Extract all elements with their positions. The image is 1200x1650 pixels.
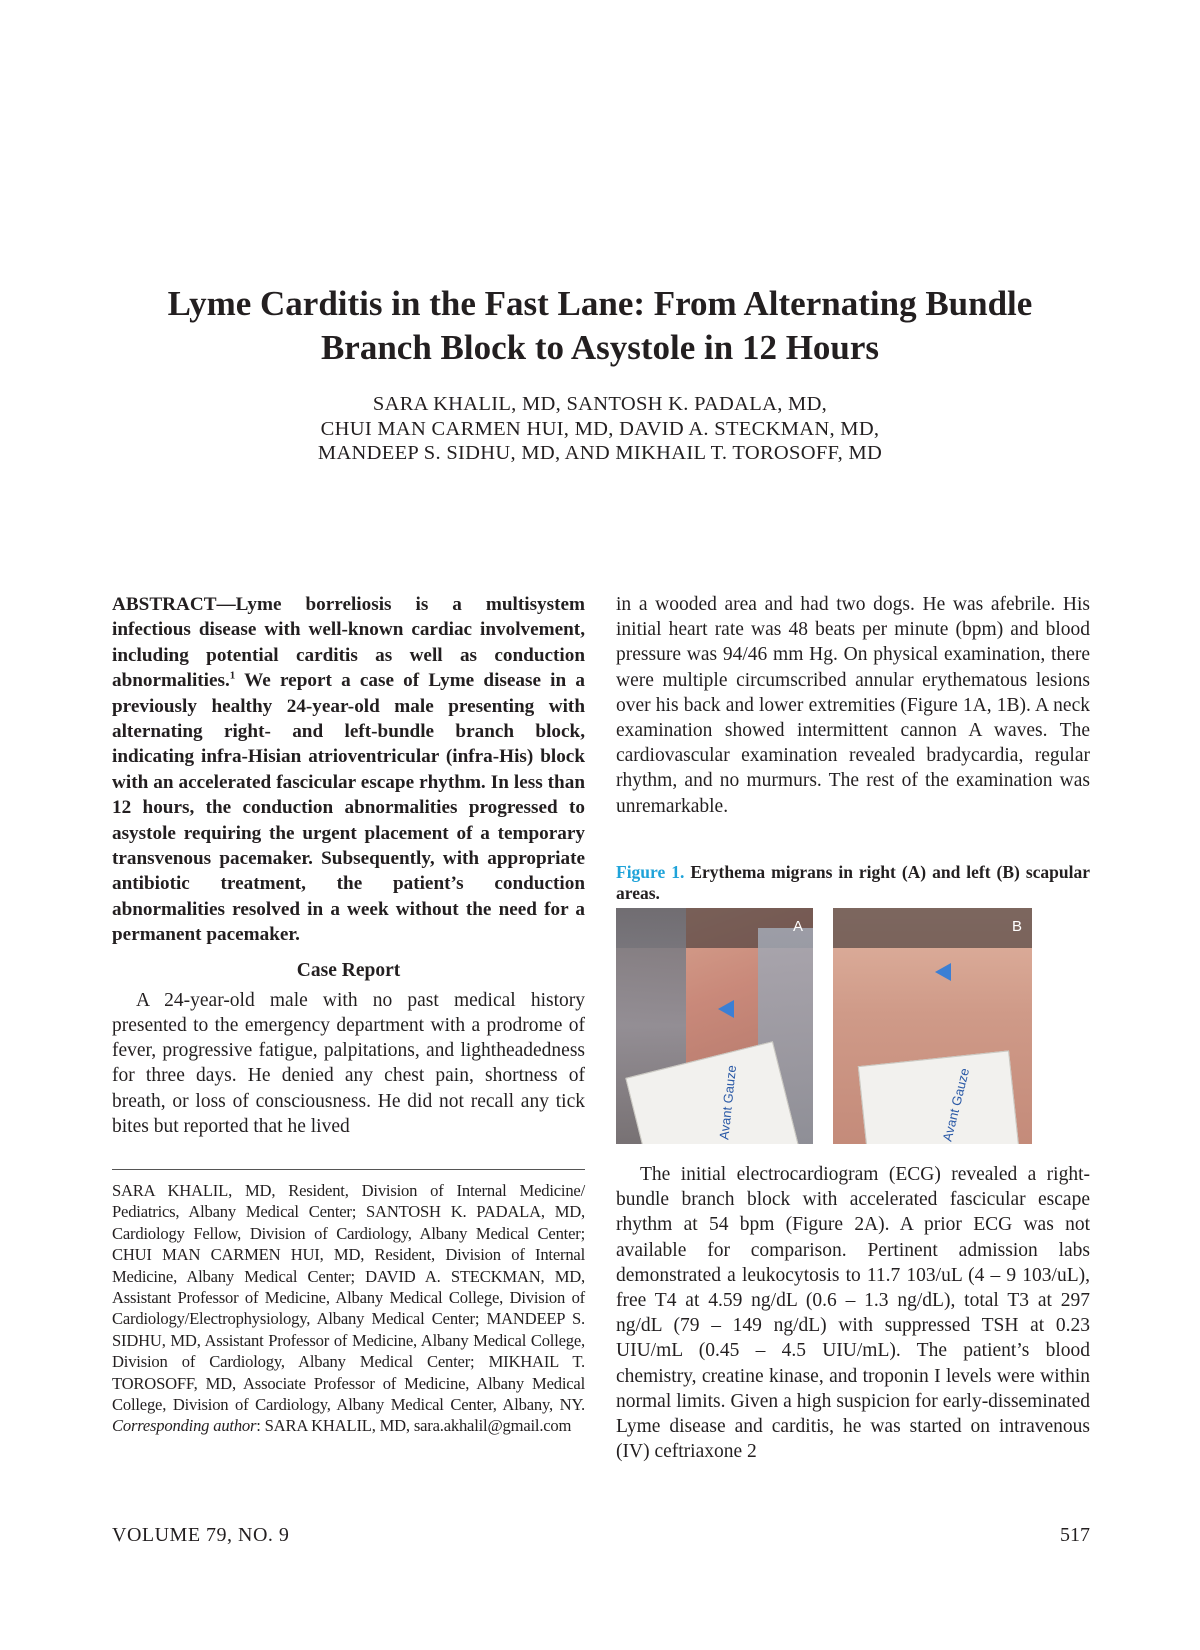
authors-line-1: SARA KHALIL, MD, SANTOSH K. PADALA, MD, <box>372 393 828 415</box>
article-title <box>110 282 1090 370</box>
title-line-2: Branch Block to Asystole in 12 Hours <box>320 328 880 367</box>
right-column-lower <box>616 1162 1090 1464</box>
arrow-icon <box>718 1000 734 1018</box>
figure-1-caption-text: Erythema migrans in right (A) and left (B) scapular areas. <box>616 862 1090 903</box>
right-column-upper <box>616 592 1090 819</box>
gauze-packet <box>858 1050 1020 1144</box>
title-line-1: Lyme Carditis in the Fast Lane: From Alternating Bundle <box>167 284 1033 323</box>
arrow-icon <box>935 963 951 981</box>
case-report-paragraph-1-continued: in a wooded area and had two dogs. He was afebrile. His initial heart rate was 48 beats per minute (bpm) and blood pressure was 94/46 mm Hg. On physical examination, there were multiple circumscribed annular erythematous lesions over his back and lower extremities (Figure 1A, 1B). A neck examination showed intermittent cannon A waves. The cardiovascular examination revealed bradycardia, regular rhythm, and no murmurs. The rest of the examination was unremarkable. <box>616 594 1090 817</box>
author-list <box>110 392 1090 466</box>
gauze-packet-label: Avant Gauze <box>716 1064 740 1141</box>
corresponding-author-label: Corresponding author <box>112 1416 257 1436</box>
journal-volume: VOLUME 79, NO. 9 <box>112 1524 290 1546</box>
panel-label-a: A <box>792 918 803 935</box>
case-report-paragraph-1: A 24-year-old male with no past medical history presented to the emergency department with a prodrome of fever, progressive fatigue, palpitations, and lightheadedness for three days. He denied any chest pain, shortness of breath, or loss of consciousness. He did not recall any tick bites but reported that he lived <box>112 989 585 1137</box>
case-report-paragraph-2: The initial electrocardiogram (ECG) revealed a right-bundle branch block with accelerated fascicular escape rhythm at 54 bpm (Figure 2A). A prior ECG was not available for comparison. Pertinent admission labs demonstrated a leukocytosis to 11.7 103/uL (4 – 9 103/uL), free T4 at 4.59 ng/dL (0.6 – 1.3 ng/dL), total T3 at 297 ng/dL (79 – 149 ng/dL) with suppressed TSH at 0.23 UIU/mL (0.45 – 4.5 UIU/mL). The patient’s blood chemistry, creatine kinase, and troponin I levels were within normal limits. Given a high suspicion for early-disseminated Lyme disease and carditis, he was started on intravenous (IV) ceftriaxone 2 <box>616 1164 1090 1463</box>
figure-1-label: Figure 1. <box>616 862 685 882</box>
left-column <box>112 592 585 1139</box>
authors-line-2: CHUI MAN CARMEN HUI, MD, DAVID A. STECKMAN, MD, <box>320 417 880 440</box>
abstract-text-end: We report a case of Lyme disease in a previously healthy 24-year-old male presenting with alternating right- and left-bundle branch block, indicating infra-Hisian atrioventricular (infra-His) block with an accelerated fascicular escape rhythm. In less than 12 hours, the conduction abnormalities progressed to asystole requiring the urgent placement of a temporary transvenous pacemaker. Subsequently, with appropriate antibiotic treatment, the patient’s conduction abnormalities resolved in a week without the need for a permanent pacemaker. <box>112 670 585 946</box>
gauze-packet-label: Avant Gauze <box>939 1066 973 1143</box>
abstract <box>112 592 585 948</box>
corresponding-author-contact: : SARA KHALIL, MD, sara.akhalil@gmail.com <box>256 1416 572 1436</box>
case-report-heading: Case Report <box>296 959 401 981</box>
panel-label-b: B <box>1011 918 1022 935</box>
footnote-divider <box>112 1169 585 1170</box>
abstract-text-start: ABSTRACT—Lyme borreliosis is a multisystem infectious disease with well-known cardiac involvement, including potential carditis as well as conduction abnormalities. <box>112 594 585 692</box>
reference-superscript: 1 <box>229 669 236 682</box>
affiliations-text: SARA KHALIL, MD, Resident, Division of Internal Medicine/ Pediatrics, Albany Medical Center; SANTOSH K. PADALA, MD, Cardiology Fellow, Division of Cardiology, Albany Medical Center; CHUI MAN CARMEN HUI, MD, Resident, Division of Internal Medicine, Albany Medical Center; DAVID A. STECKMAN, MD, Assistant Professor of Medicine, Albany Medical College, Division of Cardiology/Electrophysiology, Albany Medical Center; MANDEEP S. SIDHU, MD, Assistant Professor of Medicine, Albany Medical College, Division of Cardiology, Albany Medical Center; MIKHAIL T. TOROSOFF, MD, Associate Professor of Medicine, Albany Medical College, Division of Cardiology, Albany Medical Center, Albany, NY. <box>112 1181 585 1415</box>
author-affiliations-footnote <box>112 1180 585 1437</box>
authors-line-3: MANDEEP S. SIDHU, MD, AND MIKHAIL T. TOROSOFF, MD <box>317 442 883 464</box>
figure-1b-photo <box>833 908 1032 1144</box>
figure-1a-photo <box>616 908 813 1144</box>
page-number: 517 <box>1060 1524 1090 1546</box>
figure-1-caption <box>616 862 1090 904</box>
